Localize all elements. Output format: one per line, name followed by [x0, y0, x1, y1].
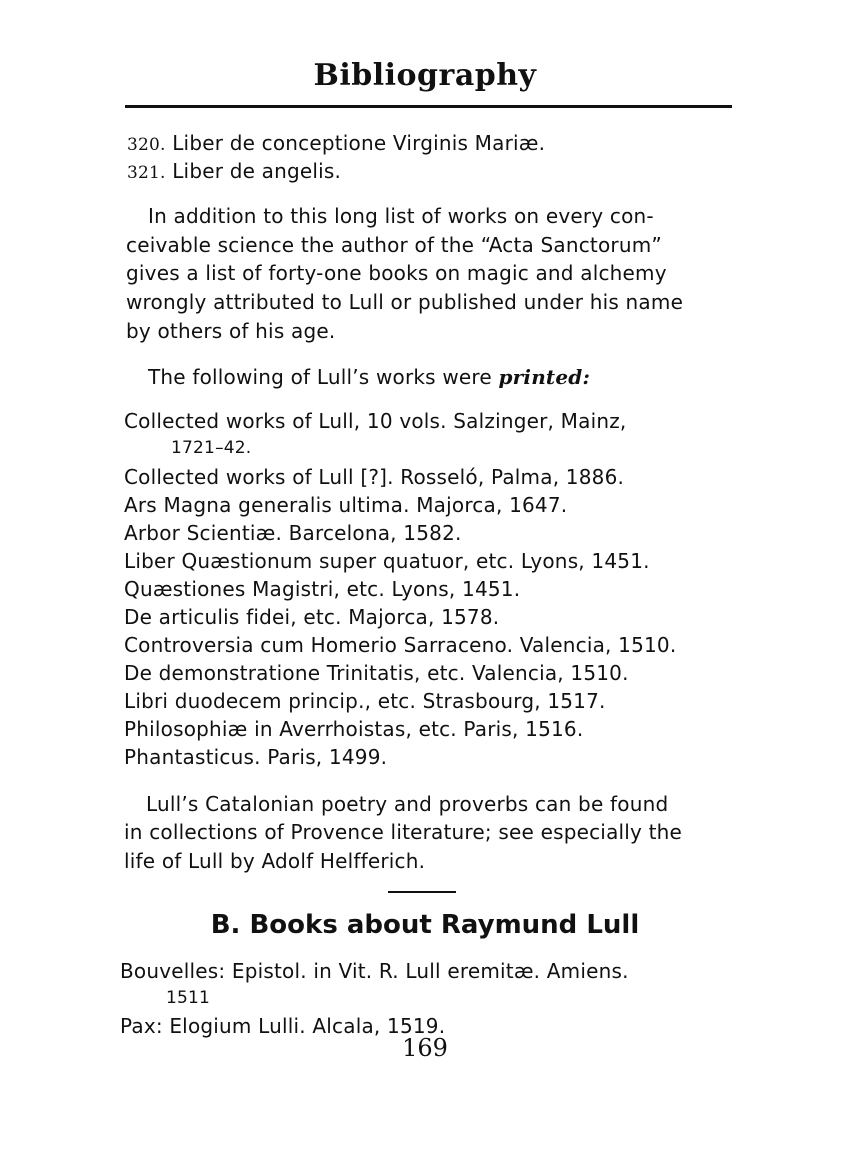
paragraph-line: by others of his age. [126, 319, 336, 343]
paragraph-line: in collections of Provence literature; see especially the [124, 820, 683, 844]
printed-work: Quæstiones Magistri, etc. Lyons, 1451. [124, 577, 521, 601]
book-about-continuation: 1511 [166, 988, 211, 1008]
printed-work: Phantasticus. Paris, 1499. [124, 745, 388, 769]
entry-title: Liber de conceptione Virginis Mariæ. [172, 131, 546, 155]
printed-work-continuation: 1721–42. [171, 438, 252, 458]
printed-work: Liber Quæstionum super quatuor, etc. Lyons, 1451. [124, 549, 650, 573]
printed-work: Philosophiæ in Averrhoistas, etc. Paris, 1516. [124, 717, 584, 741]
book-about-entry: Bouvelles: Epistol. in Vit. R. Lull eremitæ. Amiens. [120, 959, 629, 983]
paragraph-line: life of Lull by Adolf Helfferich. [124, 849, 426, 873]
entry-320 [127, 131, 545, 155]
section-divider [388, 891, 456, 893]
entry-321 [127, 159, 341, 183]
paragraph-line: Lull’s Catalonian poetry and proverbs can be found [146, 792, 669, 816]
printed-intro [148, 365, 590, 389]
printed-work: De demonstratione Trinitatis, etc. Valencia, 1510. [124, 661, 629, 685]
header-rule [125, 105, 732, 108]
printed-intro-text: The following of Lull’s works were [148, 365, 499, 389]
book-about-entry: Pax: Elogium Lulli. Alcala, 1519. [120, 1014, 446, 1038]
printed-work: Libri duodecem princip., etc. Strasbourg, 1517. [124, 689, 606, 713]
printed-work: Collected works of Lull, 10 vols. Salzinger, Mainz, [124, 409, 627, 433]
section-heading: B. Books about Raymund Lull [210, 910, 640, 940]
printed-work: Arbor Scientiæ. Barcelona, 1582. [124, 521, 462, 545]
printed-emphasis: printed: [498, 365, 591, 389]
running-head: Bibliography [313, 58, 537, 93]
entry-number: 321. [127, 163, 166, 183]
entry-title: Liber de angelis. [172, 159, 342, 183]
printed-work: Ars Magna generalis ultima. Majorca, 1647. [124, 493, 568, 517]
paragraph-line: In addition to this long list of works on every con- [148, 204, 654, 228]
entry-number: 320. [127, 135, 166, 155]
paragraph-line: wrongly attributed to Lull or published under his name [126, 290, 684, 314]
page-number: 169 [402, 1034, 448, 1062]
printed-work: De articulis fidei, etc. Majorca, 1578. [124, 605, 500, 629]
printed-work: Collected works of Lull [?]. Rosseló, Palma, 1886. [124, 465, 625, 489]
paragraph-line: ceivable science the author of the “Acta Sanctorum” [126, 233, 662, 257]
paragraph-line: gives a list of forty-one books on magic and alchemy [126, 261, 667, 285]
printed-work: Controversia cum Homerio Sarraceno. Valencia, 1510. [124, 633, 677, 657]
